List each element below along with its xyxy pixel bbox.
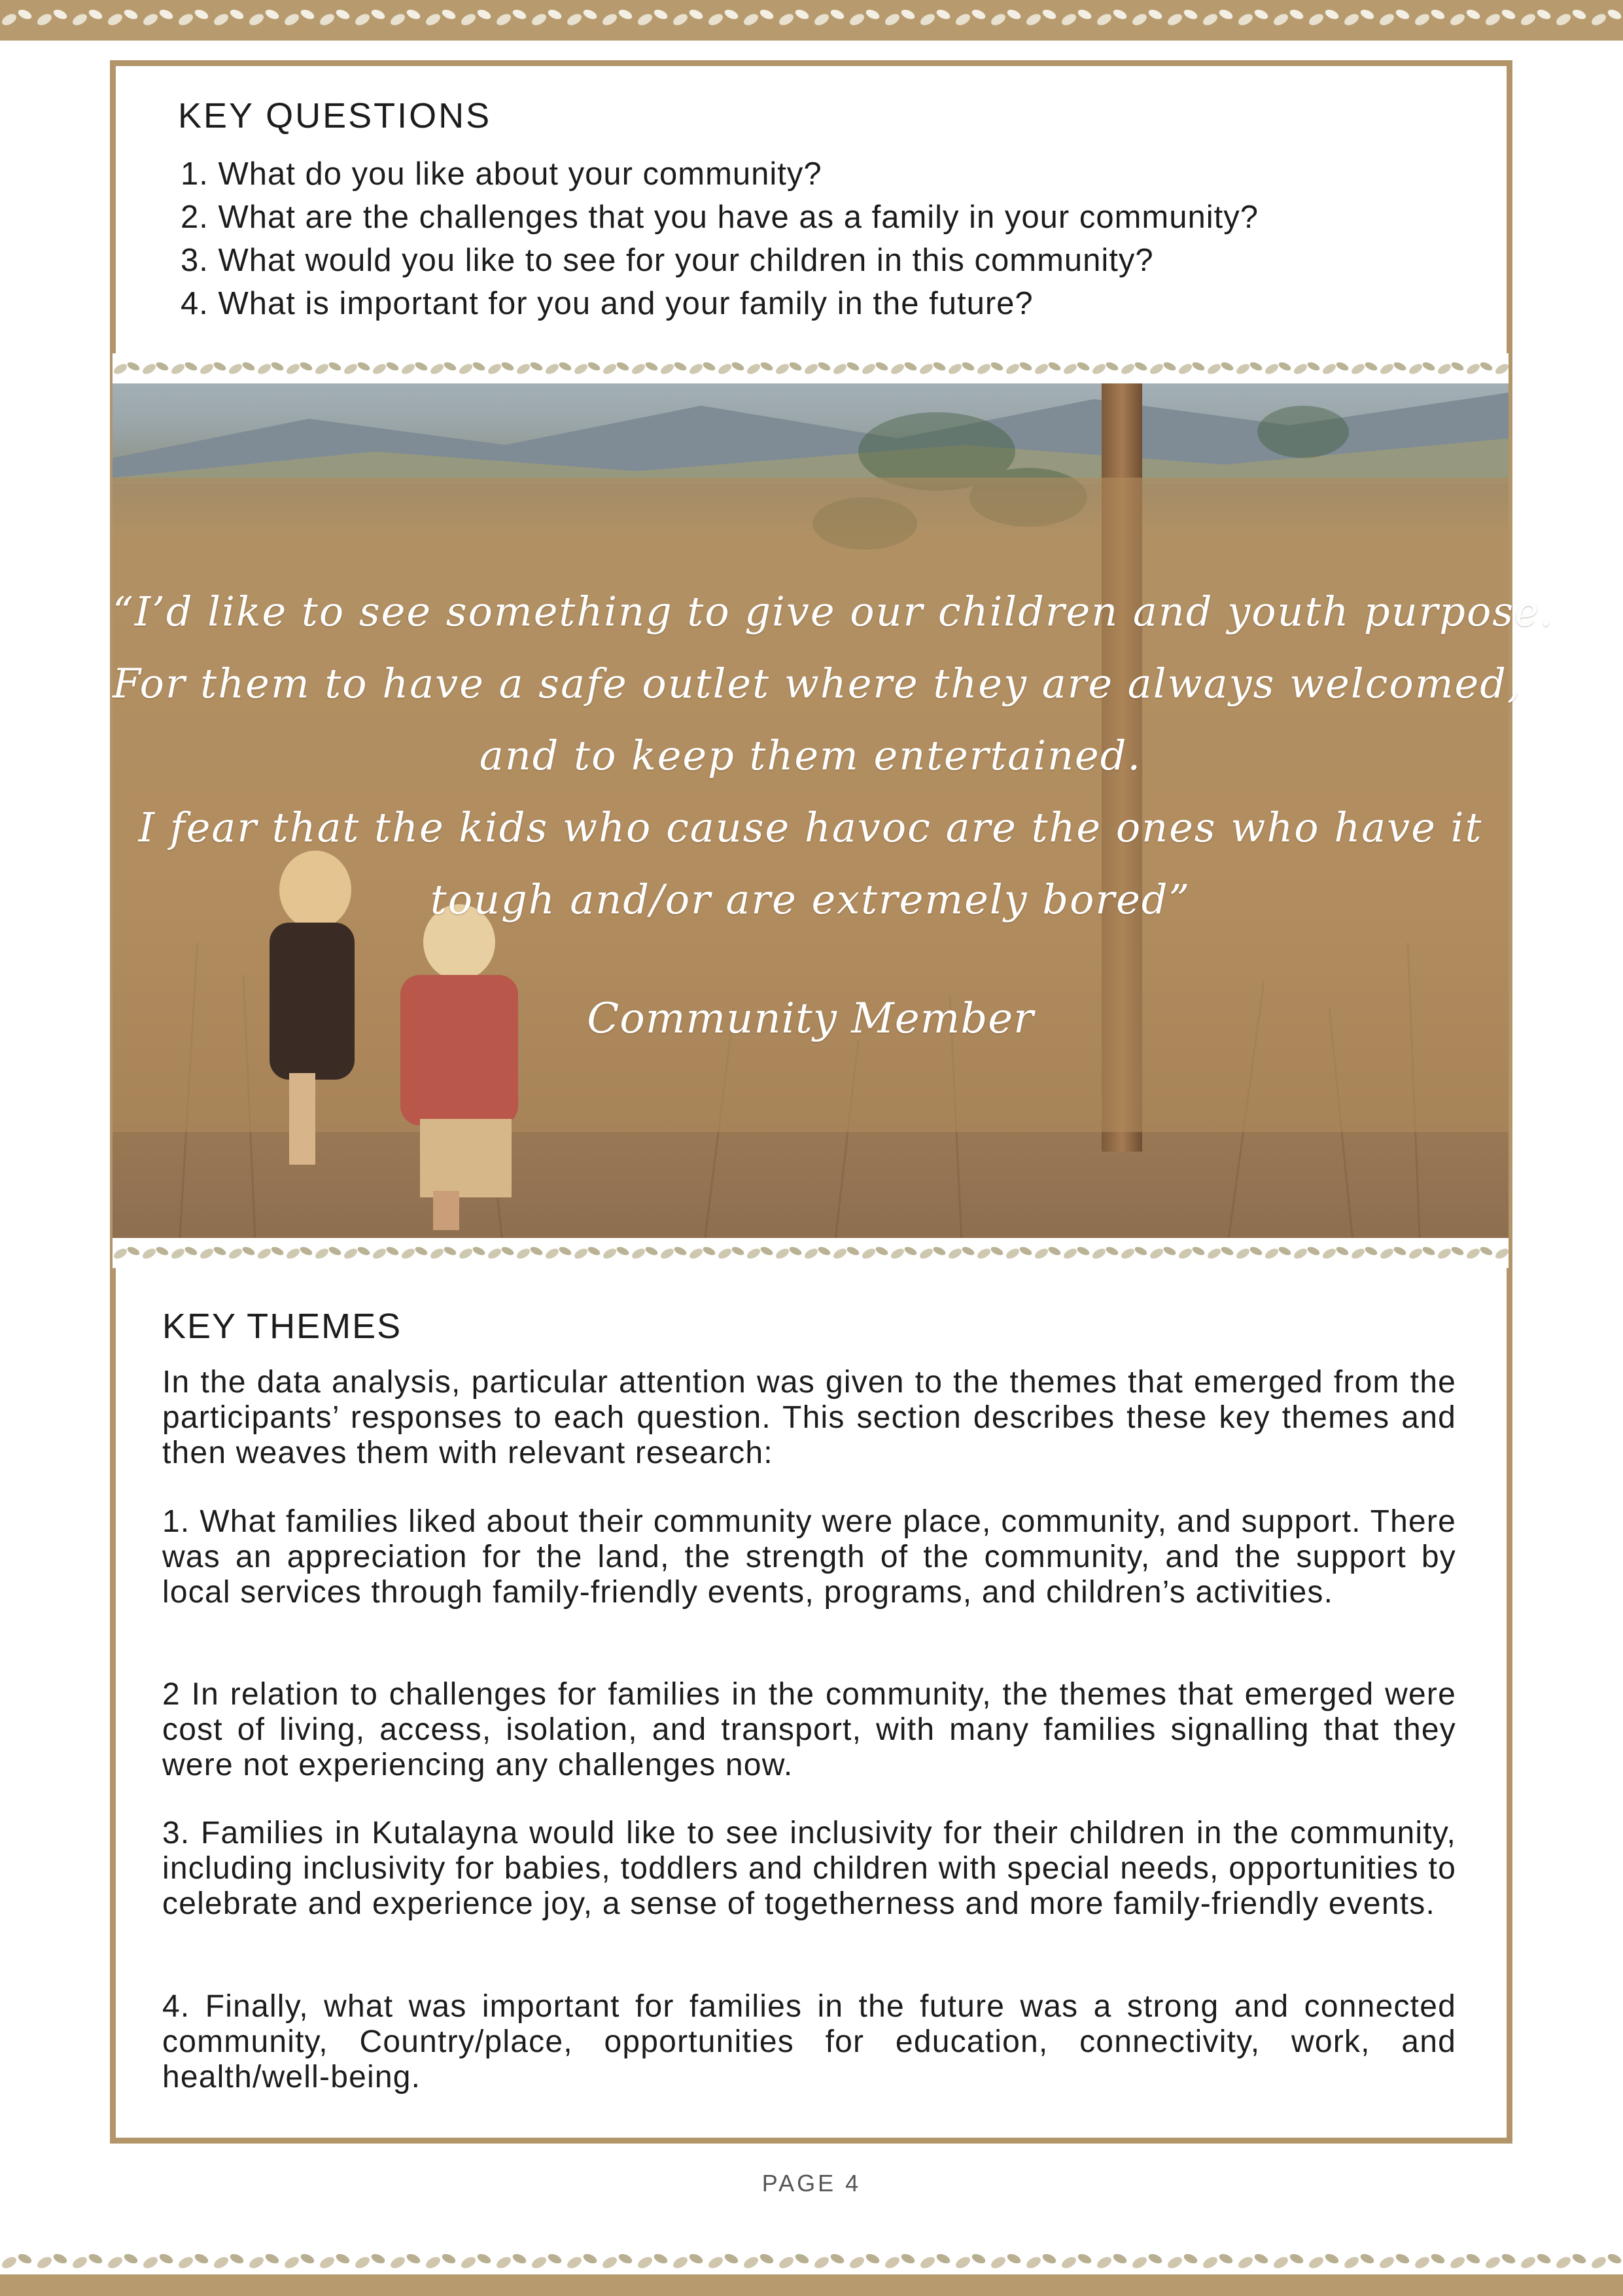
quote-line: For them to have a safe outlet where they are always welcomed, bbox=[113, 660, 1522, 707]
theme-paragraph-3: 3. Families in Kutalayna would like to see inclusivity for their children in the community, including inclusivity for babies, toddlers and children with special needs, opportunities to celebrate and experience joy, a sense of togetherness and more family-friendly events. bbox=[162, 1816, 1456, 1921]
theme-paragraph-4: 4. Finally, what was important for families in the future was a strong and connected community, Country/place, opportunities for education, connectivity, work, and health/well-being. bbox=[162, 1989, 1456, 2094]
theme-paragraph-1: 1. What families liked about their community were place, community, and support. There was an appreciation for the land, the strength of the community, and the support by local services through family-friendly events, programs, and children’s activities. bbox=[162, 1504, 1456, 1610]
key-questions-title: KEY QUESTIONS bbox=[178, 96, 492, 135]
leaf-border-icon bbox=[0, 0, 1623, 41]
child-figure-right bbox=[361, 903, 557, 1230]
leaf-border-bottom bbox=[0, 2246, 1623, 2296]
leaf-border-icon bbox=[113, 1238, 1509, 1268]
list-item: 2. What are the challenges that you have as a family in your community? bbox=[181, 200, 1259, 235]
list-item: 4. What is important for you and your family in the future? bbox=[181, 286, 1034, 321]
quote-line: and to keep them entertained. bbox=[479, 732, 1142, 779]
leaf-border-icon bbox=[0, 2246, 1623, 2296]
leaf-border-top bbox=[0, 0, 1623, 41]
key-questions-list bbox=[181, 152, 1259, 325]
key-themes-title: KEY THEMES bbox=[162, 1307, 402, 1346]
quote-attribution: Community Member bbox=[587, 995, 1034, 1043]
quote-line: I fear that the kids who cause havoc are the ones who have it bbox=[138, 804, 1483, 851]
quote-line: “I’d like to see something to give our children and youth purpose. bbox=[113, 588, 1554, 635]
quote-text bbox=[113, 576, 1554, 936]
quote-line: tough and/or are extremely bored” bbox=[430, 875, 1191, 923]
leaf-border-icon bbox=[113, 353, 1509, 383]
theme-paragraph-2: 2 In relation to challenges for families in the community, the themes that emerged were cost of living, access, isolation, and transport, with many families signalling that they were not experiencing any challenges now. bbox=[162, 1677, 1456, 1782]
list-item: 1. What do you like about your community? bbox=[181, 156, 822, 192]
themes-intro-paragraph: In the data analysis, particular attention was given to the themes that emerged from the participants’ responses to each question. This section describes these key themes and then weaves them with relevant research: bbox=[162, 1365, 1456, 1470]
page-number: PAGE 4 bbox=[761, 2170, 862, 2197]
list-item: 3. What would you like to see for your children in this community? bbox=[181, 243, 1154, 278]
